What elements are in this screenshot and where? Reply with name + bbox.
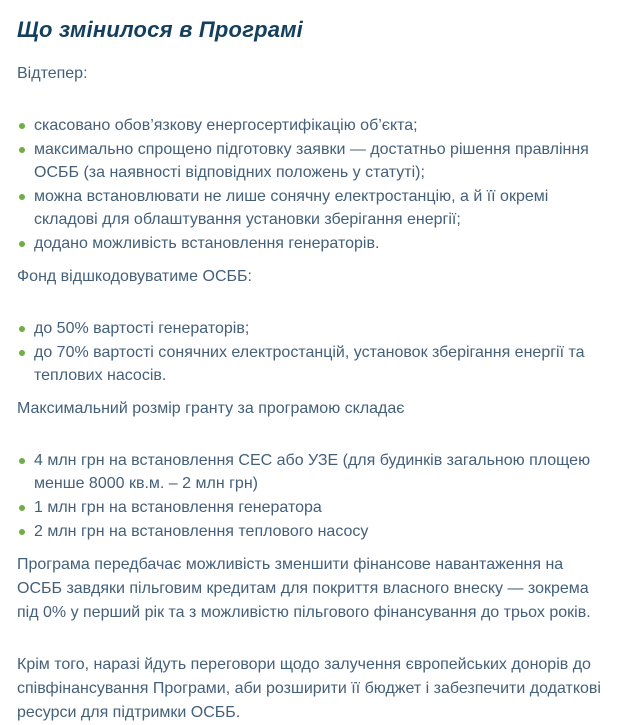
list-item-text: 1 млн грн на встановлення генератора <box>34 499 322 516</box>
intro-text: Відтепер: <box>17 65 88 82</box>
list-item-text: до 50% вартості генераторів; <box>34 320 250 337</box>
list-item <box>17 341 609 387</box>
list-item <box>17 449 609 495</box>
list-item <box>17 317 609 340</box>
donors-paragraph: Крім того, наразі йдуть переговори щодо залучення європейських донорів до співфінансування Програми, аби розширити її бюджет і забезпечити додаткові ресурси для підтримки ОСББ. <box>17 656 601 721</box>
bullet-icon <box>19 505 25 511</box>
grant-lead: Максимальний розмір гранту за програмою складає <box>17 400 405 417</box>
bullet-icon <box>19 147 25 153</box>
list-item-text: максимально спрощено підготовку заявки — достатньо рішення правління ОСББ (за наявності відповідних положень у статуті); <box>34 141 589 181</box>
page-title: Що змінилося в Програмі <box>17 17 303 42</box>
list-item <box>17 496 609 519</box>
bullet-icon <box>19 326 25 332</box>
list-item-text: додано можливість встановлення генераторів. <box>34 235 380 252</box>
bullet-icon <box>19 123 25 129</box>
list-item-text: 2 млн грн на встановлення теплового насосу <box>34 523 369 540</box>
list-item-text: до 70% вартості сонячних електростанцій, установок зберігання енергії та теплових насосів. <box>34 344 585 384</box>
article-content <box>17 16 609 725</box>
list-item-text: можна встановлювати не лише сонячну електростанцію, а й її окремі складові для облаштування установки зберігання енергії; <box>34 188 549 228</box>
bullet-icon <box>19 241 25 247</box>
reimbursement-lead: Фонд відшкодовуватиме ОСББ: <box>17 268 252 285</box>
list-item <box>17 520 609 543</box>
reimbursement-list <box>17 317 609 387</box>
credit-paragraph: Програма передбачає можливість зменшити фінансове навантаження на ОСББ завдяки пільговим кредитам для покриття власного внеску — зокрема під 0% у перший рік та з можливістю пільгового фінансування до трьох років. <box>17 556 591 621</box>
changes-list <box>17 114 609 255</box>
bullet-icon <box>19 350 25 356</box>
bullet-icon <box>19 458 25 464</box>
list-item <box>17 138 609 184</box>
list-item <box>17 185 609 231</box>
bullet-icon <box>19 194 25 200</box>
list-item-text: скасовано обов’язкову енергосертифікацію об’єкта; <box>34 117 418 134</box>
list-item <box>17 232 609 255</box>
bullet-icon <box>19 529 25 535</box>
grant-list <box>17 449 609 543</box>
list-item-text: 4 млн грн на встановлення СЕС або УЗЕ (для будинків загальною площею менше 8000 кв.м. – 2 млн грн) <box>34 452 591 492</box>
list-item <box>17 114 609 137</box>
